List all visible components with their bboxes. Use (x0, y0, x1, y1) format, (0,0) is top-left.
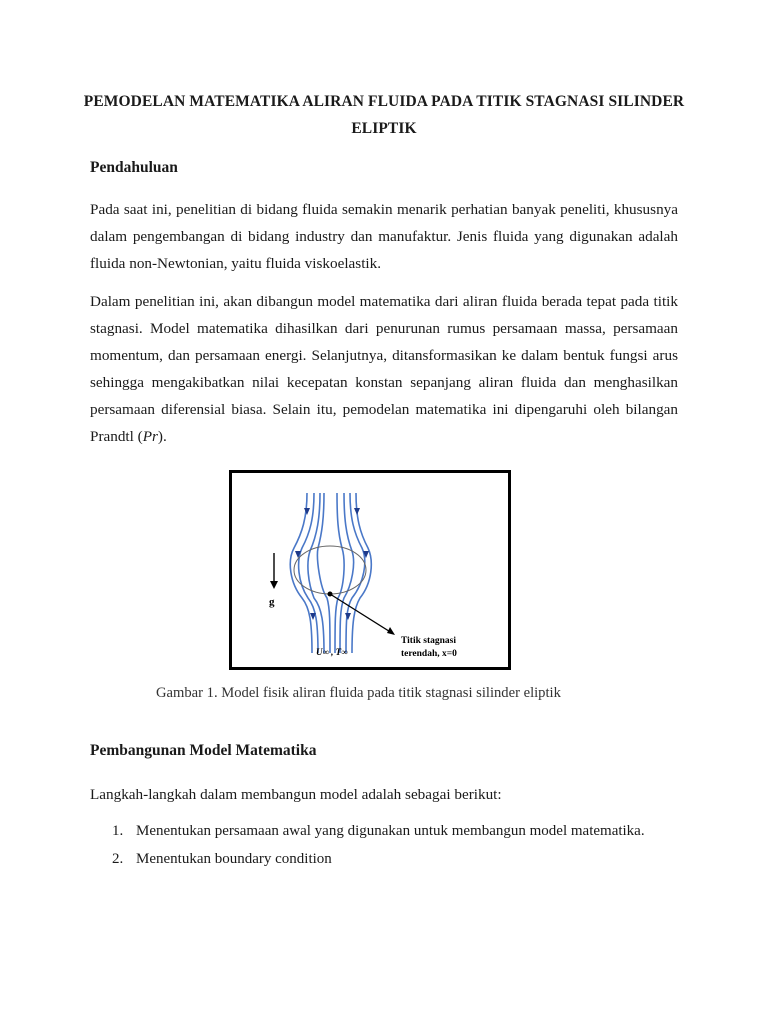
prandtl-symbol: Pr (142, 428, 158, 445)
section-heading-model: Pembangunan Model Matematika (90, 742, 317, 759)
paragraph-line: fluida non-Newtonian, yaitu fluida viskoelastik. (90, 255, 382, 272)
prandtl-prefix: Prandtl ( (90, 428, 143, 445)
annotation-arrowhead (387, 627, 395, 635)
list-item-number: 1. (112, 823, 124, 839)
list-item-number: 2. (112, 851, 124, 867)
annotation-pointer (330, 594, 392, 633)
figure-physical-model (229, 470, 511, 670)
paragraph-line: sehingga mengakibatkan nilai kecepatan konstan sepanjang aliran fluida dan menghasilkan (90, 374, 678, 391)
list-item-text: Menentukan boundary condition (136, 851, 332, 867)
paragraph-line (90, 423, 678, 450)
elliptic-cylinder (294, 546, 366, 594)
flow-diagram (232, 473, 508, 667)
section-heading-pendahuluan: Pendahuluan (90, 159, 178, 176)
annotation-line-2: terendah, x=0 (401, 649, 457, 659)
paragraph-line: momentum, dan persamaan energi. Selanjutnya, ditansformasikan ke dalam bentuk fungsi arus (90, 347, 678, 364)
document-title (80, 88, 688, 142)
paragraph-intro (90, 196, 678, 277)
figure-caption: Gambar 1. Model fisik aliran fluida pada titik stagnasi silinder eliptik (156, 685, 561, 701)
title-line-2: ELIPTIK (351, 120, 417, 137)
gravity-arrowhead (270, 581, 278, 589)
prandtl-suffix: ). (157, 428, 167, 445)
freestream-label: U∞ , T∞ (316, 647, 348, 657)
paragraph-line: Pada saat ini, penelitian di bidang fluida semakin menarik perhatian banyak peneliti, khususnya (90, 201, 678, 218)
list-item-text: Menentukan persamaan awal yang digunakan untuk membangun model matematika. (136, 823, 645, 839)
paragraph-line: stagnasi. Model matematika dihasilkan dari penurunan rumus persamaan massa, persamaan (90, 320, 678, 337)
gravity-label: g (269, 596, 275, 608)
list-item (90, 817, 690, 845)
paragraph-line: dalam pengembangan di bidang industry dan manufaktur. Jenis fluida yang digunakan adalah (90, 228, 678, 245)
steps-intro: Langkah-langkah dalam membangun model adalah sebagai berikut: (90, 786, 502, 803)
title-line-1: PEMODELAN MATEMATIKA ALIRAN FLUIDA PADA TITIK STAGNASI SILINDER (83, 93, 685, 110)
annotation-line-1: Titik stagnasi (401, 636, 456, 646)
paragraph-line: persamaan diferensial biasa. Selain itu, pemodelan matematika ini dipengaruhi oleh bilangan (90, 401, 678, 418)
list-item (90, 845, 690, 873)
paragraph-research (90, 288, 678, 450)
paragraph-line: Dalam penelitian ini, akan dibangun model matematika dari aliran fluida berada tepat pada titik (90, 293, 678, 310)
steps-list (90, 817, 690, 873)
streamlines (290, 493, 371, 653)
